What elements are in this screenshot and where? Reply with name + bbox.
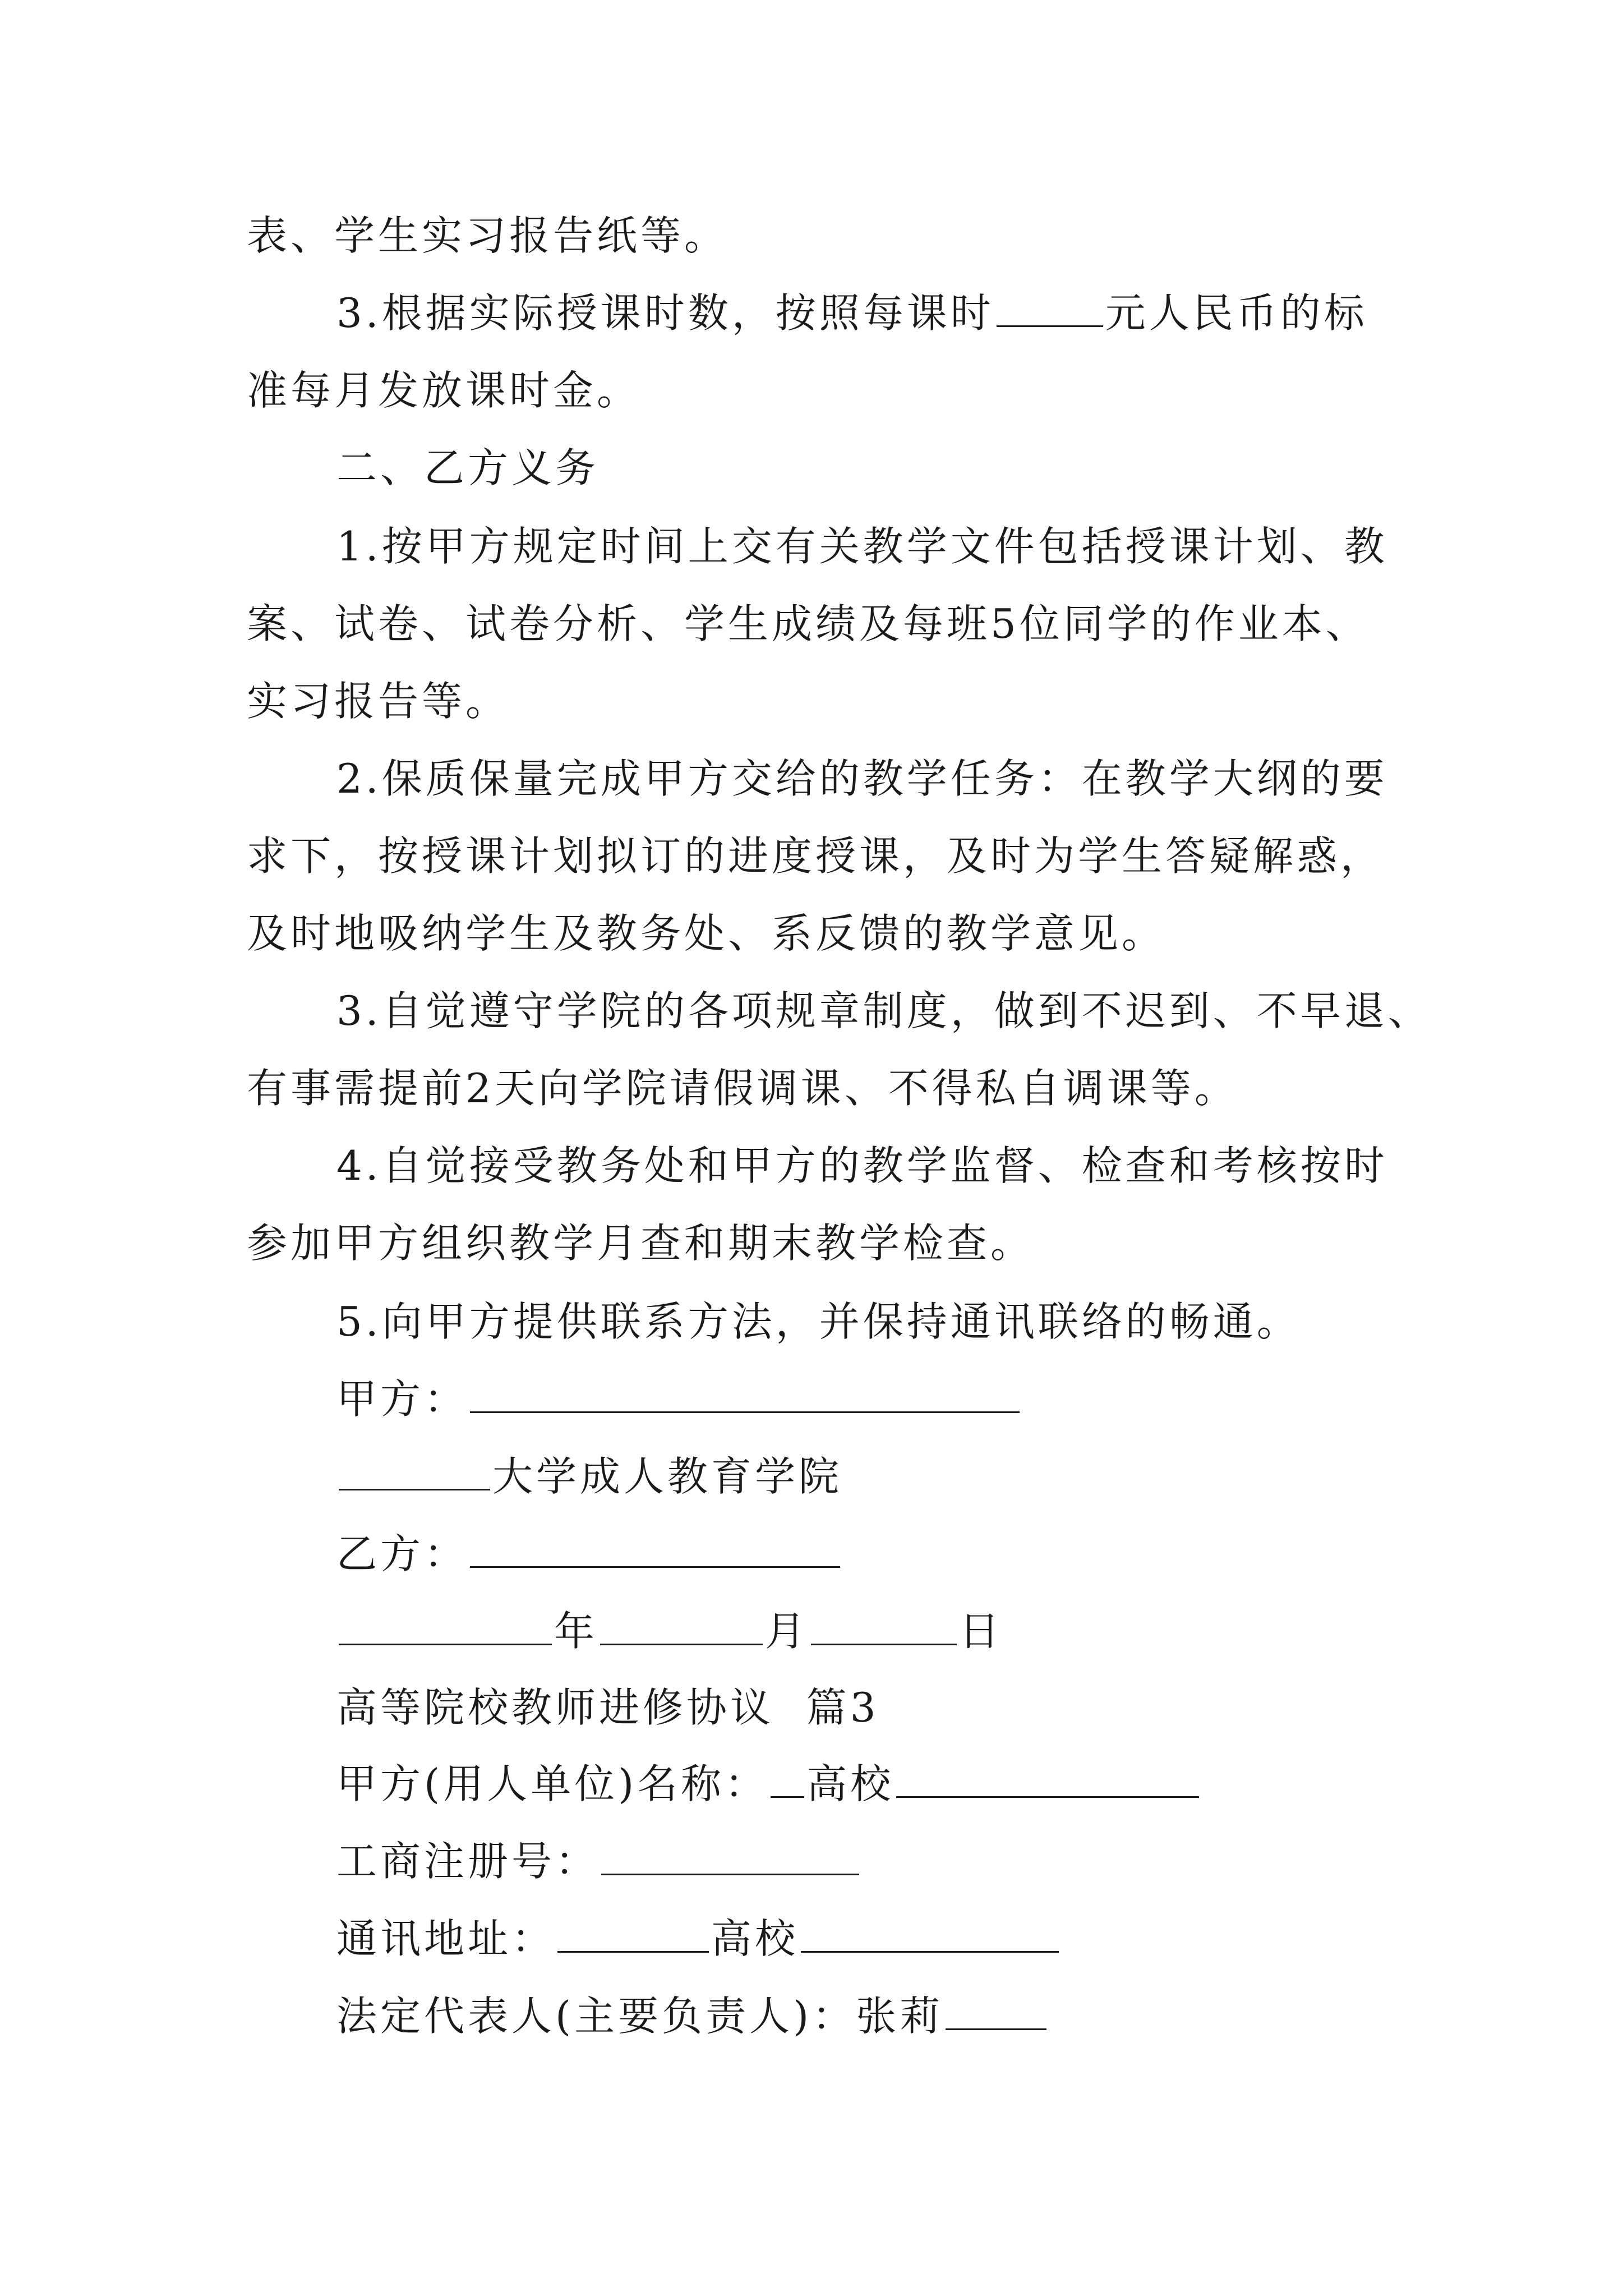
text-span: 实习报告等。: [247, 678, 510, 725]
text-span: 3.自觉遵守学院的各项规章制度，做到不迟到、不早退、: [336, 987, 1432, 1034]
address-blank-post: [801, 1916, 1059, 1953]
party-b-label: 乙方：: [336, 1530, 468, 1577]
party-a-line: [336, 1371, 1022, 1427]
text-line: [336, 983, 1432, 1039]
section-title: [336, 1680, 879, 1736]
employer-blank-pre: [771, 1761, 804, 1798]
registration-line: [336, 1833, 861, 1889]
text-line: [336, 285, 1368, 341]
text-span: 表、学生实习报告纸等。: [247, 212, 728, 259]
day-label: 日: [959, 1608, 1003, 1655]
employer-blank-post: [896, 1761, 1199, 1798]
month-blank: [600, 1609, 763, 1645]
employer-label: 甲方(用人单位)名称：: [336, 1760, 769, 1807]
year-label: 年: [554, 1608, 598, 1655]
text-span: 及时地吸纳学生及教务处、系反馈的教学意见。: [247, 910, 1166, 957]
registration-label: 工商注册号：: [336, 1838, 600, 1885]
text-span: 1.按甲方规定时间上交有关教学文件包括授课计划、教: [336, 523, 1388, 570]
representative-line: [336, 1988, 1049, 2044]
text-span: 元人民币的标: [1105, 289, 1368, 337]
text-line: [247, 828, 1384, 884]
fill-blank: [997, 291, 1103, 327]
day-blank: [811, 1609, 957, 1645]
party-b-blank: [470, 1531, 840, 1568]
text-span: 准每月发放课时金。: [247, 367, 641, 414]
party-a-label: 甲方：: [336, 1375, 468, 1423]
month-label: 月: [765, 1608, 809, 1655]
school-line: [336, 1448, 842, 1504]
representative-label: 法定代表人(主要负责人)：: [336, 1993, 856, 2040]
text-line: [247, 208, 728, 264]
text-span: 5.向甲方提供联系方法，并保持通讯联络的畅通。: [336, 1298, 1301, 1345]
address-value: 高校: [711, 1915, 799, 1962]
year-blank: [339, 1609, 552, 1645]
school-suffix: 大学成人教育学院: [492, 1453, 843, 1500]
text-line: [247, 1060, 1238, 1116]
section-title-text: 高等院校教师进修协议 篇3: [336, 1684, 879, 1731]
text-span: 求下，按授课计划拟订的进度授课，及时为学生答疑解惑，: [247, 832, 1385, 880]
section-heading: [336, 440, 599, 496]
text-line: [247, 1215, 1034, 1271]
text-line: [247, 673, 509, 729]
address-blank-pre: [557, 1916, 709, 1953]
address-line: [336, 1911, 1061, 1967]
text-span: 3.根据实际授课时数，按照每课时: [336, 289, 994, 337]
text-span: 4.自觉接受教务处和甲方的教学监督、检查和考核按时: [336, 1142, 1388, 1189]
representative-blank: [946, 1994, 1046, 2030]
text-line: [336, 1138, 1388, 1194]
employer-value: 高校: [806, 1760, 895, 1807]
party-a-blank: [470, 1377, 1020, 1413]
school-blank: [339, 1454, 490, 1490]
text-line: [247, 362, 640, 418]
registration-blank: [601, 1839, 859, 1875]
text-span: 有事需提前2天向学院请假调课、不得私自调课等。: [247, 1065, 1238, 1112]
text-line: [336, 751, 1388, 807]
text-line: [336, 1294, 1301, 1350]
text-span: 案、试卷、试卷分析、学生成绩及每班5位同学的作业本、: [247, 600, 1370, 647]
representative-value: 张莉: [856, 1993, 944, 2040]
text-line: [336, 518, 1388, 574]
text-span: 2.保质保量完成甲方交给的教学任务：在教学大纲的要: [336, 755, 1388, 802]
text-line: [247, 596, 1370, 652]
text-span: 二、乙方义务: [336, 444, 600, 491]
address-label: 通讯地址：: [336, 1915, 556, 1962]
text-line: [247, 905, 1165, 961]
text-span: 参加甲方组织教学月查和期末教学检查。: [247, 1220, 1035, 1267]
party-b-line: [336, 1526, 842, 1582]
date-line: [336, 1603, 1003, 1659]
employer-line: [336, 1756, 1201, 1812]
